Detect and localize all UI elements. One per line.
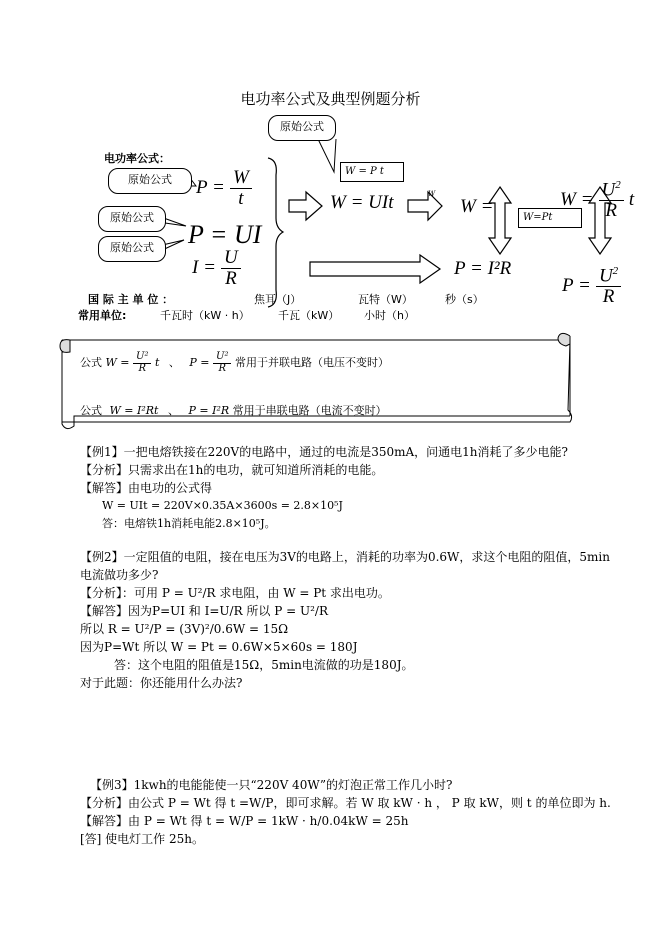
example1-solve: 【解答】由电功的公式得 — [80, 481, 213, 495]
formula-w-left: W = — [460, 196, 494, 217]
unit-kw: 千瓦（kW） — [278, 309, 340, 322]
example2-question-2: 电流做功多少? — [80, 568, 159, 582]
units-common-label: 常用单位: — [78, 309, 127, 322]
example2-analysis: 【分析】：可用 P = U²/R 求电阻，由 W = Pt 求出电功。 — [80, 586, 390, 600]
example1-answer: 答：电熔铁1h消耗电能2.8×10⁵J。 — [102, 517, 276, 530]
unit-joule: 焦耳（J） — [254, 293, 302, 306]
formula-label: 电功率公式： — [104, 152, 170, 165]
scroll-line-2: 公式 W = I²Rt 、 P = I²R 常用于串联电路（电流不变时） — [80, 404, 387, 417]
example3-question: 【例3】1kwh的电能能使一只“220V 40W”的灯泡正常工作几小时? — [90, 778, 453, 792]
formula-p-w-t: P = $\frac{W}{t}$ — [196, 168, 252, 209]
example3-analysis: 【分析】由公式 P = Wt 得 t =W/P，即可求解。若 W 取 kW · h ， P 取 kW，则 t 的单位即为 h. — [80, 796, 611, 810]
formula-w-uit: W = UIt — [330, 192, 394, 213]
arrow-right-1 — [289, 192, 322, 220]
example2-question-1: 【例2】一定阻值的电阻，接在电压为3V的电路上，消耗的功率为0.6W，求这个电阻的阻值，5min — [80, 550, 610, 564]
unit-second: 秒（s） — [445, 293, 484, 306]
boxed-w-pt-2: W=Pt — [518, 208, 582, 228]
callout-original-1: 原始公式 — [108, 168, 192, 194]
example1-calc: W = UIt = 220V×0.35A×3600s = 2.8×10⁵J — [102, 499, 343, 512]
callout-original-3: 原始公式 — [98, 236, 166, 262]
example2-line-1: 所以 R = U²/P = (3V)²/0.6W = 15Ω — [80, 622, 289, 636]
arrow-right-long — [310, 255, 440, 283]
example2-followup: 对于此题：你还能用什么办法? — [80, 676, 243, 690]
page-title: 电功率公式及典型例题分析 — [240, 90, 421, 108]
example1-analysis: 【分析】只需求出在1h的电功，就可知道所消耗的电能。 — [80, 463, 384, 477]
formula-w-u2r-t: W = $\frac{U^2}{R}$ t — [560, 179, 635, 222]
formula-p-i2r: P = I²R — [454, 258, 512, 279]
example1-question: 【例1】一把电熔铁接在220V的电路中，通过的电流是350mA，问通电1h消耗了多少电能? — [80, 445, 568, 459]
example2-solve: 【解答】因为P=UI 和 I=U/R 所以 P = U²/R — [80, 604, 328, 618]
example3-answer: [答] 使电灯工作 25h。 — [80, 832, 204, 846]
callout-original-2: 原始公式 — [98, 206, 166, 232]
units-intl-label: 国 际 主 单 位 ： — [88, 293, 174, 306]
example2-answer: 答：这个电阻的阻值是15Ω，5min电流做的功是180J。 — [114, 658, 414, 672]
unit-watt: 瓦特（W） — [358, 293, 413, 306]
example2-line-2: 因为P=Wt 所以 W = Pt = 0.6W×5×60s = 180J — [80, 640, 358, 654]
formula-p-ui: P = UI — [188, 220, 262, 249]
unit-hour: 小时（h） — [364, 309, 415, 322]
unit-kwh: 千瓦时（kW · h） — [160, 309, 250, 322]
example3-solve: 【解答】由 P = Wt 得 t = W/P = 1kW · h/0.04kW = 25h — [80, 814, 409, 828]
callout-original-top: 原始公式 — [268, 115, 336, 141]
arrow-right-2 — [408, 192, 442, 220]
scroll-line-1: 公式 W = $\frac{\text{U²}}{R}$ t 、 P = $\frac{\text{U²}}{R}$ 常用于并联电路（电压不变时） — [80, 351, 389, 374]
boxed-w-pt: W = P t — [340, 162, 404, 182]
formula-w-small: W — [428, 190, 436, 198]
formula-i-u-r: I = $\frac{U}{R}$ — [192, 248, 241, 289]
formula-p-u2r: P = $\frac{U^2}{R}$ — [562, 266, 621, 307]
